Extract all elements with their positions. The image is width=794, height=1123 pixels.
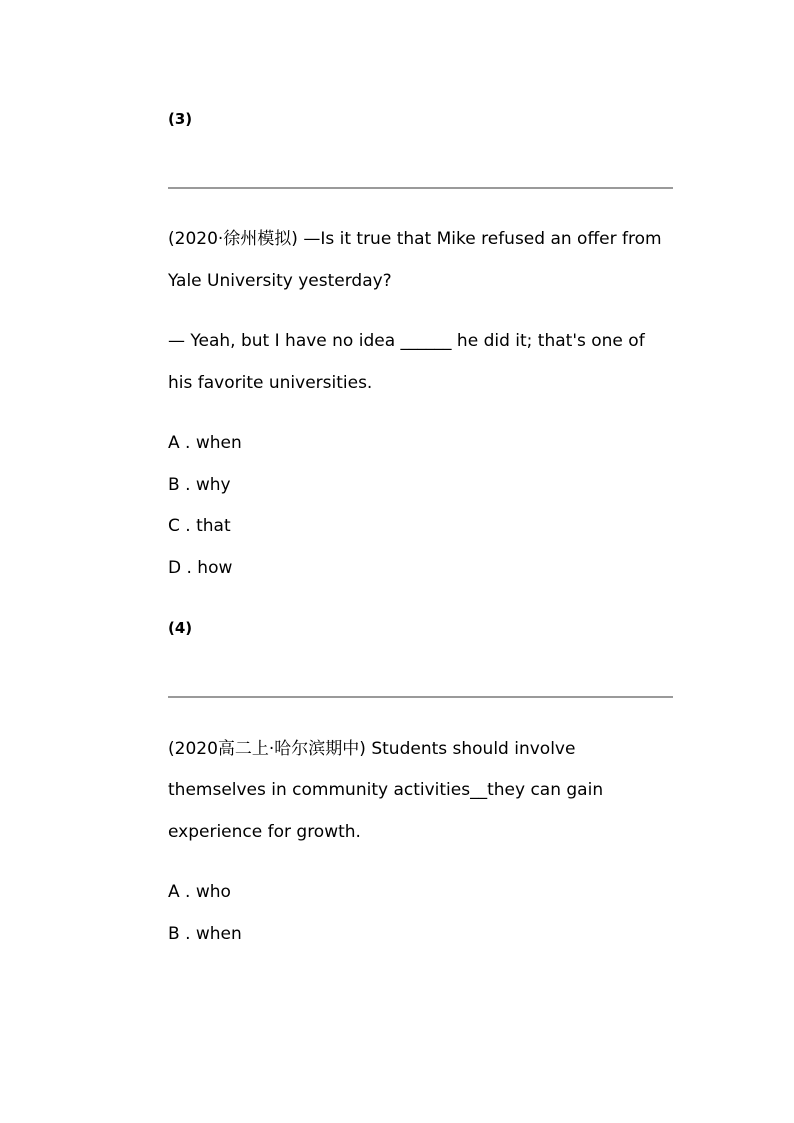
question-stem-line: (2020·徐州模拟) —Is it true that Mike refused an offer from (168, 229, 662, 249)
divider-line (168, 696, 673, 698)
divider-line (168, 187, 673, 189)
option-b: B . when (168, 924, 242, 944)
question-number: (3) (168, 110, 193, 128)
question-stem-line: experience for growth. (168, 822, 361, 842)
question-stem-line: (2020高二上·哈尔滨期中) Students should involve (168, 739, 576, 759)
option-c: C . that (168, 516, 231, 536)
option-b: B . why (168, 475, 231, 495)
question-stem-line: themselves in community activities__they can gain (168, 780, 604, 800)
question-stem-line: — Yeah, but I have no idea ______ he did it; that's one of (168, 331, 645, 351)
option-d: D . how (168, 558, 233, 578)
option-a: A . who (168, 882, 231, 902)
question-stem-line: his favorite universities. (168, 373, 373, 393)
question-number: (4) (168, 619, 193, 637)
option-a: A . when (168, 433, 242, 453)
question-stem-line: Yale University yesterday? (168, 271, 392, 291)
